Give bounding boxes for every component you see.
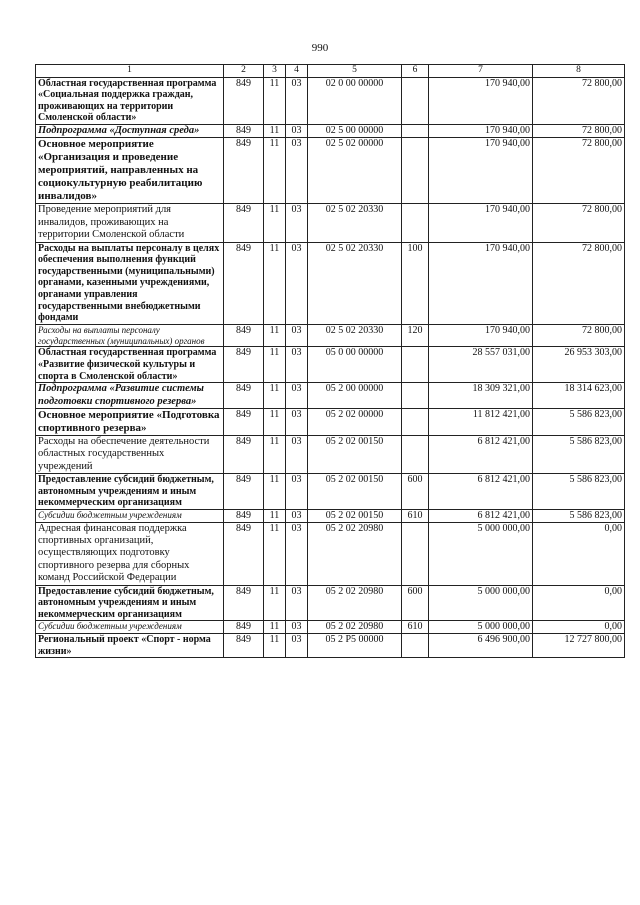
row-expense-type-cell bbox=[402, 77, 429, 124]
row-expense-type-cell bbox=[402, 633, 429, 657]
row-target-article-cell: 05 2 02 00150 bbox=[308, 509, 402, 522]
row-target-article-cell: 05 2 02 00150 bbox=[308, 435, 402, 473]
row-amount-year2-cell: 72 800,00 bbox=[533, 138, 625, 204]
row-subsection-cell: 03 bbox=[286, 585, 308, 621]
table-row bbox=[36, 204, 625, 242]
row-subsection-cell: 03 bbox=[286, 204, 308, 242]
row-subsection-cell: 03 bbox=[286, 435, 308, 473]
row-target-article-cell: 02 5 02 20330 bbox=[308, 324, 402, 347]
row-subsection-cell: 03 bbox=[286, 242, 308, 324]
row-name-cell: Подпрограмма «Доступная среда» bbox=[36, 124, 224, 137]
row-target-article-cell: 02 5 02 20330 bbox=[308, 242, 402, 324]
row-amount-year2-cell: 5 586 823,00 bbox=[533, 408, 625, 435]
row-target-article-cell: 05 2 02 00000 bbox=[308, 408, 402, 435]
row-amount-year2-cell: 72 800,00 bbox=[533, 77, 625, 124]
row-name-cell: Проведение мероприятий для инвалидов, проживающих на территории Смоленской области bbox=[36, 204, 224, 242]
row-expense-type-cell: 610 bbox=[402, 509, 429, 522]
row-amount-year1-cell: 18 309 321,00 bbox=[429, 383, 533, 409]
row-name-cell: Расходы на выплаты персоналу государственных (муниципальных) органов bbox=[36, 324, 224, 347]
row-subsection-cell: 03 bbox=[286, 383, 308, 409]
row-name-cell: Подпрограмма «Развитие системы подготовки спортивного резерва» bbox=[36, 383, 224, 409]
row-amount-year2-cell: 72 800,00 bbox=[533, 204, 625, 242]
row-amount-year1-cell: 6 812 421,00 bbox=[429, 474, 533, 510]
row-amount-year1-cell: 170 940,00 bbox=[429, 242, 533, 324]
row-amount-year2-cell: 72 800,00 bbox=[533, 242, 625, 324]
row-code-cell: 849 bbox=[224, 621, 264, 634]
row-expense-type-cell bbox=[402, 124, 429, 137]
header-cell: 6 bbox=[402, 65, 429, 78]
row-name-cell: Основное мероприятие «Организация и проведение мероприятий, направленных на социокультурную реабилитацию инвалидов» bbox=[36, 138, 224, 204]
row-amount-year2-cell: 0,00 bbox=[533, 585, 625, 621]
row-expense-type-cell: 600 bbox=[402, 474, 429, 510]
row-amount-year2-cell: 0,00 bbox=[533, 522, 625, 585]
row-code-cell: 849 bbox=[224, 435, 264, 473]
header-cell: 1 bbox=[36, 65, 224, 78]
table-row bbox=[36, 633, 625, 657]
row-expense-type-cell bbox=[402, 204, 429, 242]
row-target-article-cell: 05 2 P5 00000 bbox=[308, 633, 402, 657]
row-code-cell: 849 bbox=[224, 324, 264, 347]
row-amount-year2-cell: 72 800,00 bbox=[533, 324, 625, 347]
row-name-cell: Субсидии бюджетным учреждениям bbox=[36, 509, 224, 522]
row-amount-year1-cell: 6 812 421,00 bbox=[429, 435, 533, 473]
row-code-cell: 849 bbox=[224, 77, 264, 124]
budget-table bbox=[35, 64, 625, 658]
row-section-cell: 11 bbox=[264, 435, 286, 473]
row-expense-type-cell bbox=[402, 383, 429, 409]
row-name-cell: Основное мероприятие «Подготовка спортивного резерва» bbox=[36, 408, 224, 435]
row-amount-year2-cell: 0,00 bbox=[533, 621, 625, 634]
row-amount-year2-cell: 5 586 823,00 bbox=[533, 474, 625, 510]
row-subsection-cell: 03 bbox=[286, 509, 308, 522]
row-target-article-cell: 02 5 00 00000 bbox=[308, 124, 402, 137]
row-section-cell: 11 bbox=[264, 242, 286, 324]
page-number: 990 bbox=[311, 42, 329, 54]
row-section-cell: 11 bbox=[264, 124, 286, 137]
row-amount-year1-cell: 28 557 031,00 bbox=[429, 347, 533, 383]
row-subsection-cell: 03 bbox=[286, 474, 308, 510]
row-code-cell: 849 bbox=[224, 522, 264, 585]
row-expense-type-cell bbox=[402, 522, 429, 585]
row-target-article-cell: 05 2 00 00000 bbox=[308, 383, 402, 409]
row-section-cell: 11 bbox=[264, 324, 286, 347]
row-target-article-cell: 05 0 00 00000 bbox=[308, 347, 402, 383]
table-row bbox=[36, 585, 625, 621]
row-amount-year1-cell: 170 940,00 bbox=[429, 138, 533, 204]
row-code-cell: 849 bbox=[224, 138, 264, 204]
row-amount-year2-cell: 26 953 303,00 bbox=[533, 347, 625, 383]
row-code-cell: 849 bbox=[224, 347, 264, 383]
row-expense-type-cell: 120 bbox=[402, 324, 429, 347]
row-amount-year2-cell: 72 800,00 bbox=[533, 124, 625, 137]
row-code-cell: 849 bbox=[224, 474, 264, 510]
row-name-cell: Расходы на обеспечение деятельности областных государственных учреждений bbox=[36, 435, 224, 473]
header-cell: 3 bbox=[264, 65, 286, 78]
row-section-cell: 11 bbox=[264, 633, 286, 657]
table-row bbox=[36, 77, 625, 124]
table-row bbox=[36, 347, 625, 383]
row-amount-year1-cell: 5 000 000,00 bbox=[429, 585, 533, 621]
table-row bbox=[36, 474, 625, 510]
row-amount-year1-cell: 6 496 900,00 bbox=[429, 633, 533, 657]
row-expense-type-cell: 600 bbox=[402, 585, 429, 621]
row-code-cell: 849 bbox=[224, 408, 264, 435]
row-expense-type-cell bbox=[402, 347, 429, 383]
row-name-cell: Предоставление субсидий бюджетным, автономным учреждениям и иным некоммерческим организациям bbox=[36, 474, 224, 510]
row-amount-year1-cell: 11 812 421,00 bbox=[429, 408, 533, 435]
row-section-cell: 11 bbox=[264, 585, 286, 621]
row-code-cell: 849 bbox=[224, 509, 264, 522]
row-name-cell: Областная государственная программа «Развитие физической культуры и спорта в Смоленской области» bbox=[36, 347, 224, 383]
row-code-cell: 849 bbox=[224, 242, 264, 324]
table-row bbox=[36, 621, 625, 634]
row-section-cell: 11 bbox=[264, 522, 286, 585]
row-amount-year1-cell: 170 940,00 bbox=[429, 124, 533, 137]
row-name-cell: Субсидии бюджетным учреждениям bbox=[36, 621, 224, 634]
row-target-article-cell: 02 5 02 20330 bbox=[308, 204, 402, 242]
row-name-cell: Областная государственная программа «Социальная поддержка граждан, проживающих на территории Смоленской области» bbox=[36, 77, 224, 124]
row-amount-year1-cell: 170 940,00 bbox=[429, 204, 533, 242]
row-code-cell: 849 bbox=[224, 633, 264, 657]
row-amount-year1-cell: 5 000 000,00 bbox=[429, 522, 533, 585]
header-cell: 5 bbox=[308, 65, 402, 78]
row-code-cell: 849 bbox=[224, 383, 264, 409]
row-amount-year1-cell: 170 940,00 bbox=[429, 77, 533, 124]
row-amount-year1-cell: 6 812 421,00 bbox=[429, 509, 533, 522]
table-row bbox=[36, 522, 625, 585]
row-amount-year2-cell: 12 727 800,00 bbox=[533, 633, 625, 657]
table-row bbox=[36, 324, 625, 347]
row-name-cell: Региональный проект «Спорт - норма жизни» bbox=[36, 633, 224, 657]
table-row bbox=[36, 435, 625, 473]
table-row bbox=[36, 242, 625, 324]
row-section-cell: 11 bbox=[264, 347, 286, 383]
row-name-cell: Адресная финансовая поддержка спортивных организаций, осуществляющих подготовку спортивного резерва для сборных команд Российской Федерации bbox=[36, 522, 224, 585]
row-subsection-cell: 03 bbox=[286, 77, 308, 124]
row-target-article-cell: 05 2 02 00150 bbox=[308, 474, 402, 510]
table-row bbox=[36, 408, 625, 435]
row-amount-year2-cell: 5 586 823,00 bbox=[533, 435, 625, 473]
row-amount-year1-cell: 5 000 000,00 bbox=[429, 621, 533, 634]
row-subsection-cell: 03 bbox=[286, 522, 308, 585]
table-row bbox=[36, 383, 625, 409]
row-subsection-cell: 03 bbox=[286, 633, 308, 657]
table-row bbox=[36, 124, 625, 137]
header-cell: 2 bbox=[224, 65, 264, 78]
row-subsection-cell: 03 bbox=[286, 124, 308, 137]
row-expense-type-cell bbox=[402, 138, 429, 204]
row-code-cell: 849 bbox=[224, 585, 264, 621]
row-section-cell: 11 bbox=[264, 408, 286, 435]
table-row bbox=[36, 138, 625, 204]
row-subsection-cell: 03 bbox=[286, 347, 308, 383]
row-expense-type-cell bbox=[402, 408, 429, 435]
header-cell: 7 bbox=[429, 65, 533, 78]
row-section-cell: 11 bbox=[264, 138, 286, 204]
row-expense-type-cell bbox=[402, 435, 429, 473]
row-name-cell: Расходы на выплаты персоналу в целях обеспечения выполнения функций государственными (муниципальными) органами, казенными учреждениями, органами управления государственными внебюджетными фондами bbox=[36, 242, 224, 324]
row-section-cell: 11 bbox=[264, 383, 286, 409]
row-subsection-cell: 03 bbox=[286, 138, 308, 204]
row-section-cell: 11 bbox=[264, 77, 286, 124]
row-target-article-cell: 05 2 02 20980 bbox=[308, 621, 402, 634]
row-amount-year1-cell: 170 940,00 bbox=[429, 324, 533, 347]
header-cell: 4 bbox=[286, 65, 308, 78]
row-section-cell: 11 bbox=[264, 509, 286, 522]
row-subsection-cell: 03 bbox=[286, 324, 308, 347]
row-target-article-cell: 05 2 02 20980 bbox=[308, 585, 402, 621]
table-row bbox=[36, 509, 625, 522]
row-target-article-cell: 05 2 02 20980 bbox=[308, 522, 402, 585]
row-code-cell: 849 bbox=[224, 204, 264, 242]
row-code-cell: 849 bbox=[224, 124, 264, 137]
row-target-article-cell: 02 5 02 00000 bbox=[308, 138, 402, 204]
row-subsection-cell: 03 bbox=[286, 621, 308, 634]
row-expense-type-cell: 100 bbox=[402, 242, 429, 324]
row-amount-year2-cell: 18 314 623,00 bbox=[533, 383, 625, 409]
table-header-row bbox=[36, 65, 625, 78]
row-amount-year2-cell: 5 586 823,00 bbox=[533, 509, 625, 522]
row-target-article-cell: 02 0 00 00000 bbox=[308, 77, 402, 124]
row-subsection-cell: 03 bbox=[286, 408, 308, 435]
row-section-cell: 11 bbox=[264, 204, 286, 242]
row-expense-type-cell: 610 bbox=[402, 621, 429, 634]
row-section-cell: 11 bbox=[264, 621, 286, 634]
row-section-cell: 11 bbox=[264, 474, 286, 510]
row-name-cell: Предоставление субсидий бюджетным, автономным учреждениям и иным некоммерческим организациям bbox=[36, 585, 224, 621]
header-cell: 8 bbox=[533, 65, 625, 78]
